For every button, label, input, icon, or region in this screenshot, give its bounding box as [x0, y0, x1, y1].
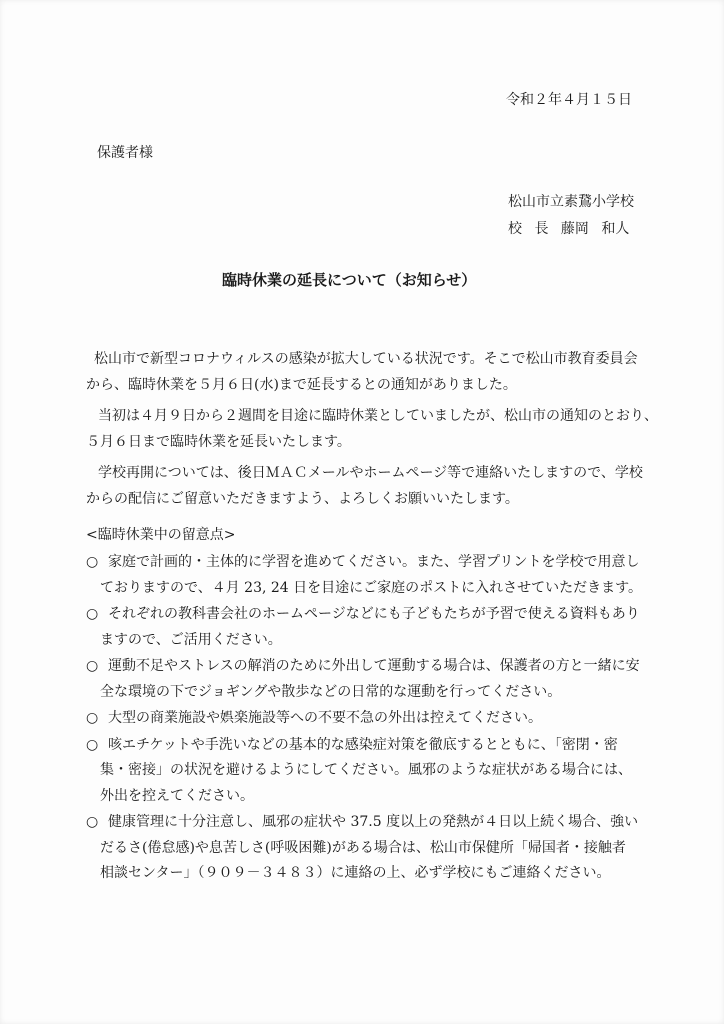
school-name: 松山市立素鵞小学校 [508, 194, 634, 210]
circle-bullet-icon: ○ [86, 814, 99, 830]
list-item-text: 外出を控えてください。 [100, 787, 254, 804]
circle-bullet-icon: ○ [86, 606, 99, 622]
list-item-text: 家庭で計画的・主体的に学習を進めてください。また、学習プリントを学校で用意し [108, 554, 640, 570]
list-item-text: だるさ(倦怠感)や息苦しさ(呼吸困難)がある場合は、松山市保健所「帰国者・接触者 [100, 839, 626, 856]
body-paragraph [86, 403, 666, 455]
body-paragraph [86, 460, 666, 512]
list-item-text: それぞれの教科書会社のホームページなどにも子どもたちが予習で使える資料もあり [108, 606, 640, 622]
notes-list [86, 550, 666, 888]
body-line: ５月６日まで臨時休業を延長いたします。 [86, 434, 351, 450]
circle-bullet-icon: ○ [86, 658, 99, 674]
principal-name: 校 長 藤岡 和人 [508, 221, 630, 237]
circle-bullet-icon: ○ [86, 554, 99, 570]
list-item-text: 咳エチケットや手洗いなどの基本的な感染症対策を徹底するとともに、「密閉・密 [108, 736, 618, 753]
recipient-line: 保護者様 [97, 145, 153, 161]
list-item-text: 健康管理に十分注意し、風邪の症状や 37.5 度以上の発熱が４日以上続く場合、強い [108, 814, 639, 830]
document-date: 令和２年４月１５日 [506, 92, 632, 108]
list-item-text: 集・密接」の状況を避けるようにしてください。風邪のような症状がある場合には、 [100, 762, 632, 778]
body-line: からの配信にご留意いただきますよう、よろしくお願いいたします。 [86, 491, 519, 507]
list-item-text: 大型の商業施設や娯楽施設等への不要不急の外出は控えてください。 [108, 710, 542, 726]
body-line: 松山市で新型コロナウィルスの感染が拡大している状況です。そこで松山市教育委員会 [94, 351, 638, 367]
list-item [86, 733, 666, 810]
list-item-text: ますので、ご活用ください。 [100, 631, 282, 648]
body-line: 学校再開については、後日ＭＡＣメールやホームページ等で連絡いたしますので、学校 [98, 465, 643, 481]
list-item [86, 706, 666, 732]
list-item [86, 654, 666, 705]
body-paragraph [86, 346, 666, 398]
circle-bullet-icon: ○ [86, 736, 99, 753]
body-line: から、臨時休業を５月６日(水)まで延長するとの通知がありました。 [86, 377, 517, 393]
notes-heading: <臨時休業中の留意点> [86, 527, 236, 543]
circle-bullet-icon: ○ [86, 710, 99, 726]
list-item-text: 運動不足やストレスの解消のために外出して運動する場合は、保護者の方と一緒に安 [108, 658, 640, 674]
list-item-text: 全な環境の下でジョギングや散歩などの日常的な運動を行ってください。 [100, 683, 562, 700]
list-item-text: 相談センター」（９０９－３４８３）に連絡の上、必ず学校にもご連絡ください。 [100, 865, 611, 881]
body-line: 当初は４月９日から２週間を目途に臨時休業としていましたが、松山市の通知のとおり、 [98, 408, 658, 424]
list-item [86, 602, 666, 653]
notice-body [86, 346, 666, 512]
list-item [86, 810, 666, 887]
list-item-text: ておりますので、４月 23, 24 日を目途にご家庭のポストに入れさせていただきます。 [100, 579, 643, 596]
list-item [86, 550, 666, 601]
document-title: 臨時休業の延長について（お知らせ） [222, 271, 477, 289]
